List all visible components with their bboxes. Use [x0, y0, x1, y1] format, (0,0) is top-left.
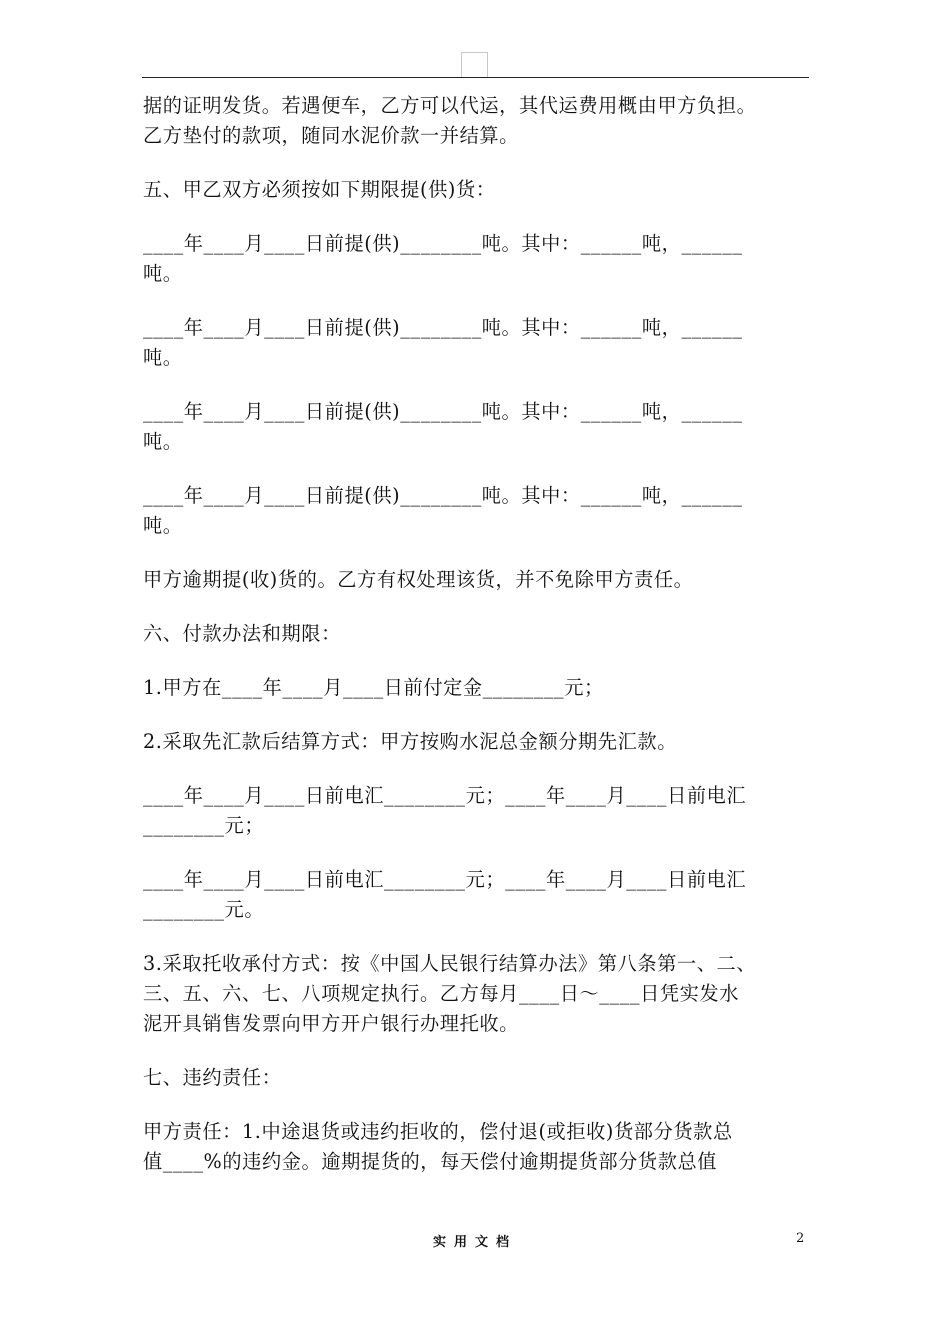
- text-line: ____年____月____日前提(供)________吨。其中：______吨，______: [143, 232, 743, 255]
- paragraph-gap: [143, 649, 813, 673]
- paragraph-gap: [143, 925, 813, 949]
- header-mark: [461, 52, 488, 77]
- text-line: 甲方责任：1.中途退货或违约拒收的，偿付退(或拒收)货部分货款总: [143, 1120, 733, 1143]
- paragraph-gap: [143, 841, 813, 865]
- paragraph: [143, 1117, 813, 1177]
- text-line: 据的证明发货。若遇便车，乙方可以代运，其代运费用概由甲方负担。: [143, 94, 757, 117]
- paragraph-gap: [143, 373, 813, 397]
- page-number: 2: [796, 1231, 805, 1246]
- header-rule: [142, 77, 809, 78]
- paragraph-gap: [143, 457, 813, 481]
- text-line: ____年____月____日前提(供)________吨。其中：______吨，______: [143, 484, 743, 507]
- paragraph-gap: [143, 151, 813, 175]
- text-line: 乙方垫付的款项，随同水泥价款一并结算。: [143, 124, 519, 147]
- paragraph: [143, 481, 813, 541]
- paragraph: [143, 949, 813, 1039]
- text-line: 2.采取先汇款后结算方式：甲方按购水泥总金额分期先汇款。: [143, 730, 677, 753]
- paragraph-gap: [143, 205, 813, 229]
- paragraph: [143, 865, 813, 925]
- text-line: 值____%的违约金。逾期提货的，每天偿付逾期提货部分货款总值: [143, 1150, 718, 1173]
- footer-label: 实用文档: [432, 1235, 517, 1250]
- text-line: ________元。: [143, 898, 265, 921]
- text-line: 六、付款办法和期限：: [143, 622, 341, 645]
- paragraph-gap: [143, 1093, 813, 1117]
- paragraph: [143, 727, 813, 757]
- paragraph: [143, 313, 813, 373]
- paragraph: [143, 565, 813, 595]
- document-body: [143, 91, 813, 1177]
- text-line: 甲方逾期提(收)货的。乙方有权处理该货，并不免除甲方责任。: [143, 568, 694, 591]
- text-line: 3.采取托收承付方式：按《中国人民银行结算办法》第八条第一、二、: [143, 952, 757, 975]
- paragraph: [143, 91, 813, 151]
- paragraph: [143, 619, 813, 649]
- text-line: 泥开具销售发票向甲方开户银行办理托收。: [143, 1012, 519, 1035]
- text-line: ____年____月____日前提(供)________吨。其中：______吨，______: [143, 316, 743, 339]
- paragraph: [143, 229, 813, 289]
- text-line: ____年____月____日前电汇________元；____年____月____日前电汇: [143, 784, 747, 807]
- text-line: 吨。: [143, 430, 183, 453]
- text-line: ____年____月____日前电汇________元；____年____月____日前电汇: [143, 868, 747, 891]
- paragraph-gap: [143, 595, 813, 619]
- paragraph: [143, 673, 813, 703]
- text-line: 1.甲方在____年____月____日前付定金________元；: [143, 676, 604, 699]
- text-line: 吨。: [143, 346, 183, 369]
- paragraph-gap: [143, 289, 813, 313]
- text-line: 七、违约责任：: [143, 1066, 282, 1089]
- paragraph-gap: [143, 541, 813, 565]
- paragraph: [143, 397, 813, 457]
- text-line: 吨。: [143, 262, 183, 285]
- paragraph-gap: [143, 1039, 813, 1063]
- paragraph-gap: [143, 757, 813, 781]
- text-line: ________元；: [143, 814, 265, 837]
- paragraph: [143, 175, 813, 205]
- text-line: 五、甲乙双方必须按如下期限提(供)货：: [143, 178, 496, 201]
- paragraph: [143, 1063, 813, 1093]
- text-line: 吨。: [143, 514, 183, 537]
- text-line: ____年____月____日前提(供)________吨。其中：______吨，______: [143, 400, 743, 423]
- paragraph: [143, 781, 813, 841]
- paragraph-gap: [143, 703, 813, 727]
- text-line: 三、五、六、七、八项规定执行。乙方每月____日～____日凭实发水: [143, 982, 740, 1005]
